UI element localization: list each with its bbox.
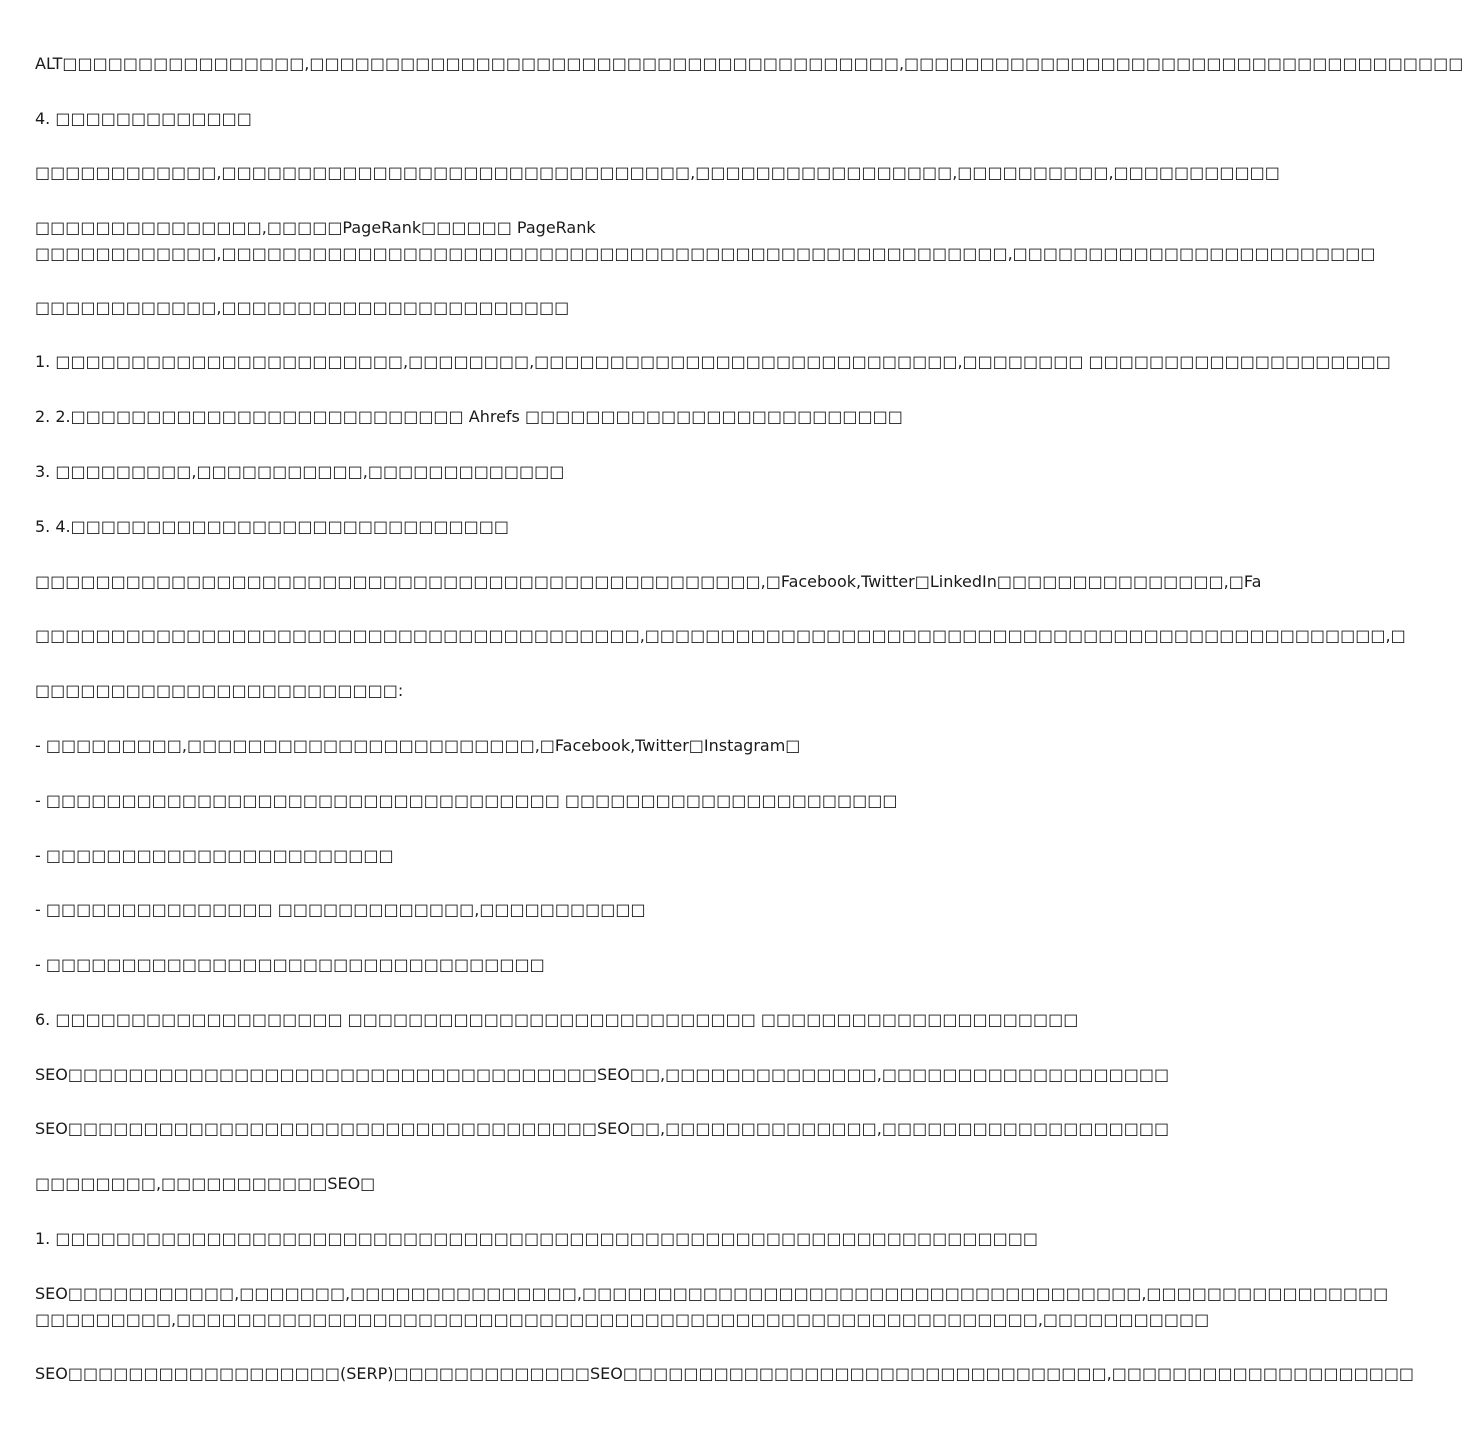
- paragraph-line: 5. 4.□□□□□□□□□□□□□□□□□□□□□□□□□□□□□: [35, 517, 510, 536]
- paragraph-17: [35, 1226, 1038, 1252]
- paragraph-14: [35, 1062, 1170, 1088]
- paragraph-4: [35, 215, 1376, 267]
- paragraph-line: SEO□□□□□□□□□□□□□□□□□□(SERP)□□□□□□□□□□□□□SEO□□□□□□□□□□□□□□□□□□□□□□□□□□□□□□□□,□□□□□□□□□□□□□□□□□□□□: [35, 1364, 1415, 1383]
- paragraph-line: SEO□□□□□□□□□□□□□□□□□□□□□□□□□□□□□□□□□□□SEO□□,□□□□□□□□□□□□□□,□□□□□□□□□□□□□□□□□□□: [35, 1065, 1170, 1084]
- paragraph-7: [35, 404, 990, 430]
- paragraph-12: [35, 678, 990, 704]
- paragraph-line: □□□□□□□□□□□□□□□□□□□□□□□□□□□□□□□□□□□□□□□□□□□□□□□□,□Facebook,Twitter□LinkedIn□□□□□□□□□□□□□□□,□Fa: [35, 572, 1262, 591]
- paragraph-line: - □□□□□□□□□□□□□□□□□□□□□□□: [35, 846, 394, 865]
- paragraph-line: ALT□□□□□□□□□□□□□□□□,□□□□□□□□□□□□□□□□□□□□□□□□□□□□□□□□□□□□□□□,□□□□□□□□□□□□□□□□□□□□□□□□□□□□□□□□□□□□□: [35, 54, 1463, 73]
- paragraph-line: 1. □□□□□□□□□□□□□□□□□□□□□□□,□□□□□□□□,□□□□□□□□□□□□□□□□□□□□□□□□□□□□,□□□□□□□□ □□□□□□□□□□□□□□□□□□□□: [35, 352, 1391, 371]
- list-item-4: [35, 897, 990, 923]
- paragraph-15: [35, 1116, 1170, 1142]
- paragraph-10: [35, 569, 1262, 595]
- paragraph-11: [35, 623, 1406, 649]
- paragraph-line: - □□□□□□□□□□□□□□□□□□□□□□□□□□□□□□□□□: [35, 955, 545, 974]
- paragraph-line: - □□□□□□□□□,□□□□□□□□□□□□□□□□□□□□□□□,□Facebook,Twitter□Instagram□: [35, 736, 801, 755]
- paragraph-line: □□□□□□□□□,□□□□□□□□□□□□□□□□□□□□□□□□□□□□□□□□□□□□□□□□□□□□□□□□□□□□□□□□□,□□□□□□□□□□□: [35, 1310, 1210, 1329]
- paragraph-16: [35, 1171, 990, 1197]
- paragraph-line: □□□□□□□□□□□□,□□□□□□□□□□□□□□□□□□□□□□□□□□□□□□□,□□□□□□□□□□□□□□□□□,□□□□□□□□□□,□□□□□□□□□□□: [35, 163, 1280, 182]
- paragraph-6: [35, 349, 1391, 375]
- paragraph-13: [35, 1007, 1079, 1033]
- paragraph-line: 2. 2.□□□□□□□□□□□□□□□□□□□□□□□□□□ Ahrefs □□□□□□□□□□□□□□□□□□□□□□□□□: [35, 407, 903, 426]
- paragraph-line: SEO□□□□□□□□□□□,□□□□□□□,□□□□□□□□□□□□□□□,□□□□□□□□□□□□□□□□□□□□□□□□□□□□□□□□□□□□□,□□□□□□□□□□□□□□□□: [35, 1284, 1389, 1303]
- paragraph-3: [35, 160, 1280, 186]
- paragraph-line: □□□□□□□□□□□□□□□□□□□□□□□□□□□□□□□□□□□□□□□□,□□□□□□□□□□□□□□□□□□□□□□□□□□□□□□□□□□□□□□□□□□□□□□□□□,□: [35, 626, 1406, 645]
- paragraph-18: [35, 1281, 1389, 1333]
- paragraph-line: □□□□□□□□□□□□,□□□□□□□□□□□□□□□□□□□□□□□: [35, 298, 570, 317]
- paragraph-8: [35, 459, 990, 485]
- paragraph-line: 3. □□□□□□□□□,□□□□□□□□□□□,□□□□□□□□□□□□□: [35, 462, 565, 481]
- paragraph-line: □□□□□□□□□□□□□□□,□□□□□PageRank□□□□□□ PageRank: [35, 218, 596, 237]
- paragraph-2: [35, 106, 990, 132]
- paragraph-line: - □□□□□□□□□□□□□□□ □□□□□□□□□□□□□,□□□□□□□□□□□: [35, 900, 646, 919]
- paragraph-line: 6. □□□□□□□□□□□□□□□□□□□ □□□□□□□□□□□□□□□□□□□□□□□□□□□ □□□□□□□□□□□□□□□□□□□□□: [35, 1010, 1079, 1029]
- paragraph-line: □□□□□□□□□□□□□□□□□□□□□□□□:: [35, 681, 404, 700]
- list-item-3: [35, 843, 990, 869]
- paragraph-line: 1. □□□□□□□□□□□□□□□□□□□□□□□□□□□□□□□□□□□□□□□□□□□□□□□□□□□□□□□□□□□□□□□□□: [35, 1229, 1038, 1248]
- paragraph-line: 4. □□□□□□□□□□□□□: [35, 109, 252, 128]
- paragraph-9: [35, 514, 990, 540]
- list-item-2: [35, 788, 990, 814]
- paragraph-5: [35, 295, 990, 321]
- paragraph-1: [35, 51, 1463, 77]
- paragraph-line: □□□□□□□□□□□□,□□□□□□□□□□□□□□□□□□□□□□□□□□□□□□□□□□□□□□□□□□□□□□□□□□□□,□□□□□□□□□□□□□□□□□□□□□□□□: [35, 244, 1376, 263]
- paragraph-line: SEO□□□□□□□□□□□□□□□□□□□□□□□□□□□□□□□□□□□SEO□□,□□□□□□□□□□□□□□,□□□□□□□□□□□□□□□□□□□: [35, 1119, 1170, 1138]
- paragraph-line: - □□□□□□□□□□□□□□□□□□□□□□□□□□□□□□□□□□ □□□□□□□□□□□□□□□□□□□□□□: [35, 791, 898, 810]
- paragraph-19: [35, 1361, 1415, 1387]
- paragraph-line: □□□□□□□□,□□□□□□□□□□□SEO□: [35, 1174, 376, 1193]
- list-item-5: [35, 952, 990, 978]
- list-item-1: [35, 733, 990, 759]
